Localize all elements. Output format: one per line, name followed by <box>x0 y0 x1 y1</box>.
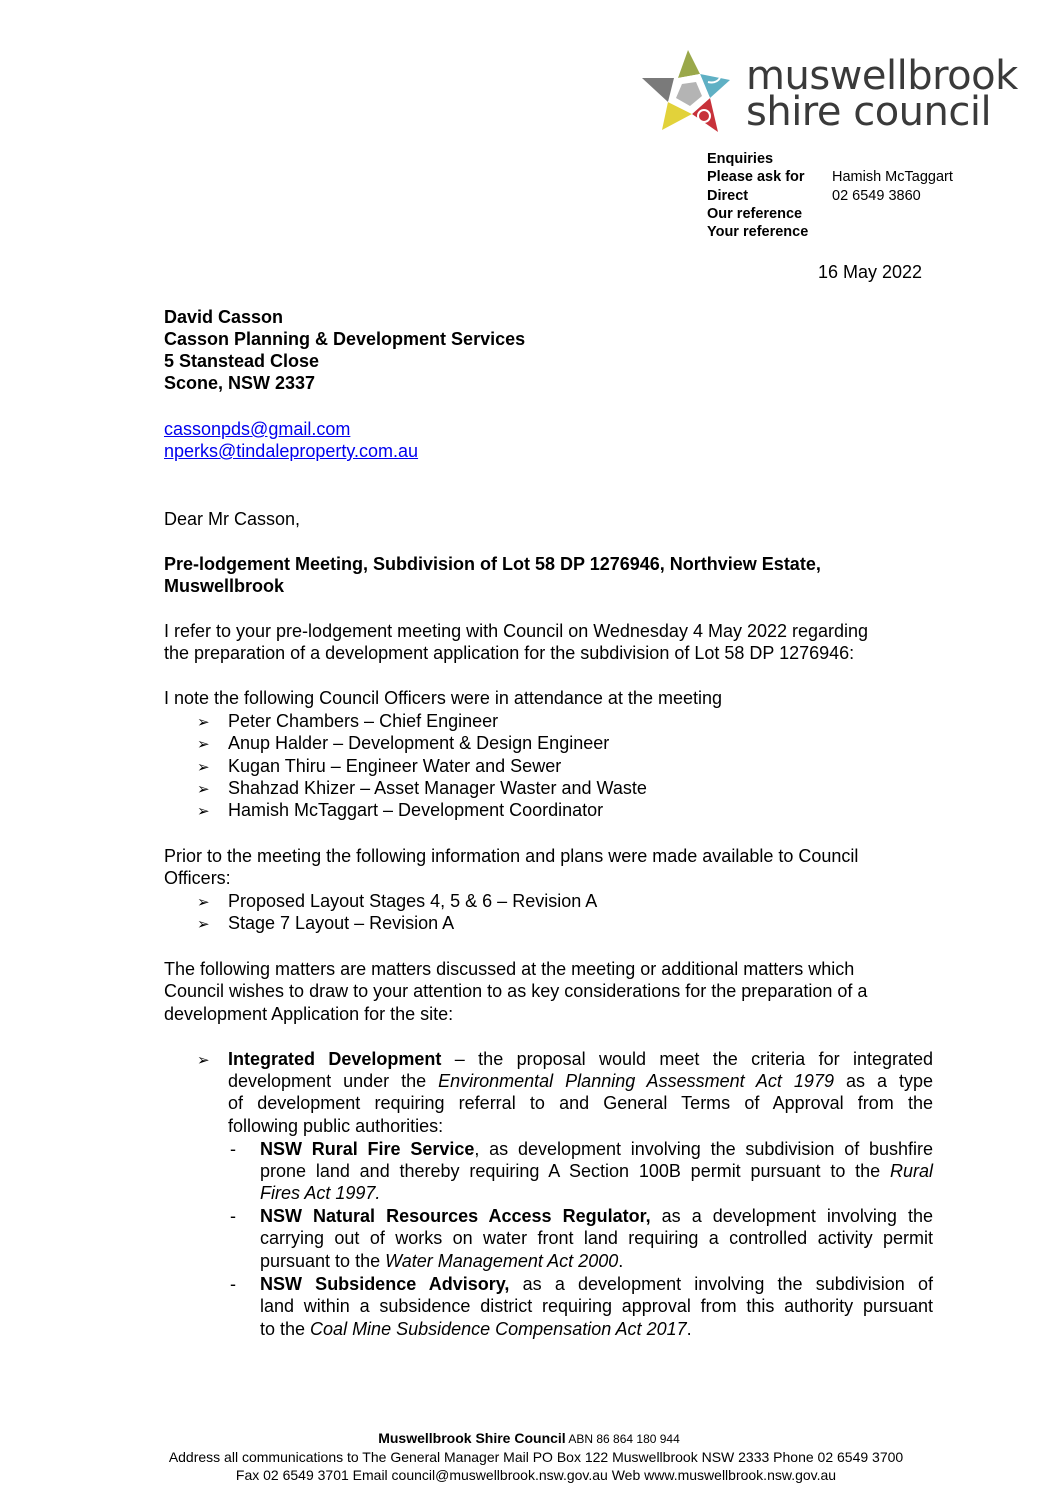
list-item: Proposed Layout Stages 4, 5 & 6 – Revision A <box>228 891 598 911</box>
salutation: Dear Mr Casson, <box>164 509 301 529</box>
footer-abn: ABN 86 864 180 944 <box>565 1432 680 1446</box>
matters-line-2: Council wishes to draw to your attention to as key considerations for the preparation of a <box>164 981 868 1001</box>
matters-line-1: The following matters are matters discussed at the meeting or additional matters which <box>164 959 855 979</box>
email-link-tindale[interactable]: nperks@tindaleproperty.com.au <box>164 441 419 461</box>
act-title: Environmental Planning Assessment Act 1979 <box>438 1071 834 1091</box>
list-item: Shahzad Khizer – Asset Manager Waster and Waste <box>228 778 647 798</box>
enquiries-label-your-ref: Your reference <box>707 224 809 240</box>
arrow-bullet-icon: ➢ <box>197 781 210 798</box>
nrar-line-3 <box>260 1251 623 1272</box>
subject-line-2: Muswellbrook <box>164 576 285 596</box>
arrow-bullet-icon: ➢ <box>197 714 210 731</box>
nrar-line-3-end: . <box>618 1251 624 1271</box>
rfs-line-1-text: , as development involving the subdivision of bushfire <box>474 1139 934 1159</box>
arrow-bullet-icon: ➢ <box>197 916 210 933</box>
attendance-heading: I note the following Council Officers were in attendance at the meeting <box>164 688 722 708</box>
sa-heading: NSW Subsidence Advisory, <box>260 1274 510 1294</box>
logo-line-1: muswellbrook <box>746 53 1018 99</box>
sa-line-1-text: as a development involving the subdivision of <box>509 1274 933 1294</box>
integrated-line-1-text: – the proposal would meet the criteria for integrated <box>441 1049 934 1069</box>
rfs-heading: NSW Rural Fire Service <box>260 1139 475 1159</box>
arrow-bullet-icon: ➢ <box>197 803 210 820</box>
plans-line-1: Prior to the meeting the following information and plans were made available to Council <box>164 846 859 866</box>
arrow-bullet-icon: ➢ <box>197 759 210 776</box>
rfs-line-1 <box>260 1139 933 1160</box>
matters-line-3: development Application for the site: <box>164 1004 454 1024</box>
nrar-heading: NSW Natural Resources Access Regulator, <box>260 1206 651 1226</box>
act-title: Water Management Act 2000 <box>385 1251 619 1271</box>
council-logo <box>638 44 1038 144</box>
integrated-line-3: of development requiring referral to and General Terms of Approval from the <box>228 1093 933 1113</box>
rfs-line-2-text: prone land and thereby requiring A Section 100B permit pursuant to the <box>260 1161 890 1181</box>
enquiries-value-direct: 02 6549 3860 <box>832 188 921 204</box>
sa-line-1 <box>260 1274 933 1295</box>
sa-line-2: land within a subsidence district requiring approval from this authority pursuant <box>260 1296 933 1316</box>
sa-line-3-end: . <box>686 1319 692 1339</box>
arrow-bullet-icon: ➢ <box>197 736 210 753</box>
enquiries-title: Enquiries <box>707 151 774 167</box>
act-title: Coal Mine Subsidence Compensation Act 2017 <box>310 1319 687 1339</box>
dash-bullet: - <box>230 1139 236 1159</box>
council-logo-mark <box>638 44 738 144</box>
sa-line-3 <box>260 1319 692 1340</box>
plans-line-2: Officers: <box>164 868 231 888</box>
enquiries-value-ask: Hamish McTaggart <box>832 169 953 185</box>
nrar-line-1-text: as a development involving the <box>650 1206 933 1226</box>
rfs-line-2 <box>260 1161 933 1182</box>
dash-bullet: - <box>230 1274 236 1294</box>
act-title: Rural <box>889 1161 933 1181</box>
subject-line-1: Pre-lodgement Meeting, Subdivision of Lot 58 DP 1276946, Northview Estate, <box>164 554 821 574</box>
sa-line-3-text: to the <box>260 1319 311 1339</box>
intro-line-2: the preparation of a development application for the subdivision of Lot 58 DP 1276946: <box>164 643 855 663</box>
integrated-line-2 <box>228 1071 933 1092</box>
nrar-line-2: carrying out of works on water front land requiring a controlled activity permit <box>260 1228 933 1248</box>
integrated-line-2-text: development under the <box>228 1071 439 1091</box>
list-item: Hamish McTaggart – Development Coordinator <box>228 800 604 820</box>
footer-line-3: Fax 02 6549 3701 Email council@muswellbrook.nsw.gov.au Web www.muswellbrook.nsw.gov.au <box>235 1467 837 1483</box>
integrated-line-1 <box>228 1049 933 1070</box>
arrow-bullet-icon: ➢ <box>197 1052 210 1069</box>
recipient-company: Casson Planning & Development Services <box>164 329 526 349</box>
enquiries-label-direct: Direct <box>707 188 749 204</box>
list-item: Stage 7 Layout – Revision A <box>228 913 455 933</box>
rfs-line-3: Fires Act 1997. <box>260 1183 381 1203</box>
arrow-bullet-icon: ➢ <box>197 894 210 911</box>
list-item: Kugan Thiru – Engineer Water and Sewer <box>228 756 562 776</box>
integrated-line-2-end: as a type <box>833 1071 933 1091</box>
list-item: Anup Halder – Development & Design Engineer <box>228 733 610 753</box>
recipient-name: David Casson <box>164 307 284 327</box>
integrated-heading: Integrated Development <box>228 1049 442 1069</box>
list-item: Peter Chambers – Chief Engineer <box>228 711 499 731</box>
letter-date: 16 May 2022 <box>818 262 923 282</box>
footer-org: Muswellbrook Shire Council <box>378 1430 566 1446</box>
recipient-city: Scone, NSW 2337 <box>164 373 316 393</box>
nrar-line-3-text: pursuant to the <box>260 1251 386 1271</box>
logo-line-2: shire council <box>746 89 992 135</box>
footer-line-1 <box>0 1430 1058 1446</box>
integrated-line-4: following public authorities: <box>228 1116 444 1136</box>
recipient-street: 5 Stanstead Close <box>164 351 320 371</box>
dash-bullet: - <box>230 1206 236 1226</box>
enquiries-label-ask: Please ask for <box>707 169 805 185</box>
footer-line-2: Address all communications to The General Manager Mail PO Box 122 Muswellbrook NSW 2333 Phone 02 6549 3700 <box>168 1449 904 1465</box>
enquiries-label-our-ref: Our reference <box>707 206 803 222</box>
intro-line-1: I refer to your pre-lodgement meeting with Council on Wednesday 4 May 2022 regarding <box>164 621 869 641</box>
nrar-line-1 <box>260 1206 933 1227</box>
email-link-casson[interactable]: cassonpds@gmail.com <box>164 419 351 439</box>
